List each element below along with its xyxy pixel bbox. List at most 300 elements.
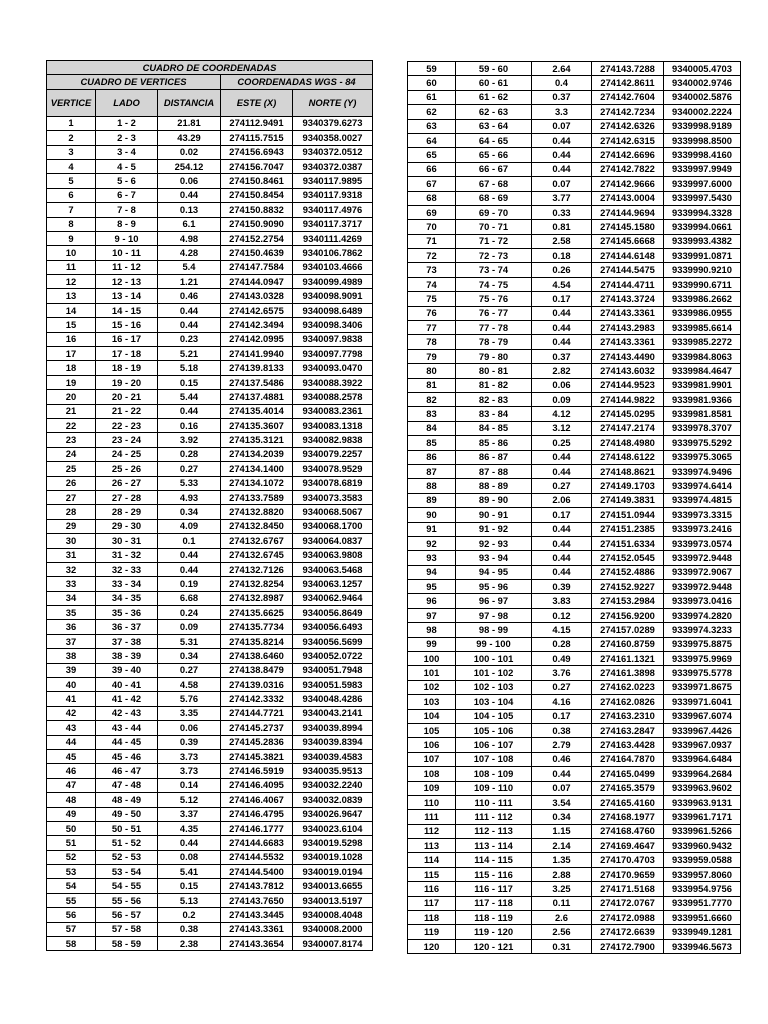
lado-cell: 72 - 73 [456,249,532,263]
lado-cell: 114 - 115 [456,853,532,867]
norte-cell: 9339967.4426 [664,723,741,737]
este-cell: 274143.2983 [592,321,664,335]
table-row [47,534,373,548]
este-cell: 274142.6696 [592,148,664,162]
lado-cell: 48 - 49 [96,793,158,807]
norte-cell: 9339994.0661 [664,220,741,234]
vertice-cell: 6 [47,188,96,202]
coordinates-table-left [46,60,373,951]
distancia-cell: 3.73 [158,749,221,763]
lado-cell: 4 - 5 [96,159,158,173]
este-cell: 274142.0995 [221,332,293,346]
col-header-este: ESTE (X) [221,89,293,116]
vertice-cell: 73 [408,263,456,277]
este-cell: 274144.6148 [592,249,664,263]
lado-cell: 116 - 117 [456,882,532,896]
norte-cell: 9340048.4286 [293,692,373,706]
este-cell: 274115.7515 [221,131,293,145]
lado-cell: 86 - 87 [456,450,532,464]
table-row [408,205,741,219]
vertice-cell: 2 [47,131,96,145]
lado-cell: 2 - 3 [96,131,158,145]
table-body-right [408,62,741,954]
norte-cell: 9339961.7171 [664,810,741,824]
distancia-cell: 2.14 [532,839,592,853]
distancia-cell: 0.12 [532,608,592,622]
este-cell: 274142.6575 [221,303,293,317]
este-cell: 274152.4886 [592,565,664,579]
este-cell: 274132.6767 [221,534,293,548]
lado-cell: 103 - 104 [456,695,532,709]
este-cell: 274152.0545 [592,551,664,565]
este-cell: 274141.9940 [221,347,293,361]
table-row [47,764,373,778]
distancia-cell: 0.44 [532,450,592,464]
lado-cell: 102 - 103 [456,680,532,694]
table-row [408,824,741,838]
distancia-cell: 5.41 [158,865,221,879]
lado-cell: 76 - 77 [456,306,532,320]
norte-cell: 9339973.2416 [664,522,741,536]
norte-cell: 9340082.9838 [293,433,373,447]
vertice-cell: 50 [47,821,96,835]
lado-cell: 19 - 20 [96,375,158,389]
table-row [47,462,373,476]
distancia-cell: 2.6 [532,911,592,925]
vertice-cell: 39 [47,663,96,677]
table-row [408,666,741,680]
distancia-cell: 0.46 [532,752,592,766]
distancia-cell: 0.23 [158,332,221,346]
norte-cell: 9339963.9602 [664,781,741,795]
vertice-cell: 48 [47,793,96,807]
lado-cell: 5 - 6 [96,174,158,188]
distancia-cell: 5.18 [158,361,221,375]
norte-cell: 9339998.4160 [664,148,741,162]
table-row [47,231,373,245]
table-row [47,678,373,692]
vertice-cell: 112 [408,824,456,838]
distancia-cell: 0.28 [532,637,592,651]
lado-cell: 45 - 46 [96,749,158,763]
norte-cell: 9340019.0194 [293,865,373,879]
distancia-cell: 0.1 [158,534,221,548]
lado-cell: 108 - 109 [456,767,532,781]
este-cell: 274169.4647 [592,839,664,853]
este-cell: 274150.4639 [221,246,293,260]
vertice-cell: 28 [47,505,96,519]
este-cell: 274142.7234 [592,105,664,119]
distancia-cell: 0.44 [532,321,592,335]
este-cell: 274143.7288 [592,62,664,76]
distancia-cell: 6.68 [158,591,221,605]
table-row [408,767,741,781]
lado-cell: 98 - 99 [456,623,532,637]
vertice-cell: 78 [408,335,456,349]
este-cell: 274171.5168 [592,882,664,896]
norte-cell: 9339984.4647 [664,364,741,378]
lado-cell: 77 - 78 [456,321,532,335]
vertice-cell: 118 [408,911,456,925]
table-row [47,706,373,720]
este-cell: 274148.8621 [592,464,664,478]
vertice-cell: 25 [47,462,96,476]
lado-cell: 78 - 79 [456,335,532,349]
vertice-cell: 18 [47,361,96,375]
este-cell: 274144.5400 [221,865,293,879]
norte-cell: 9340117.9318 [293,188,373,202]
distancia-cell: 0.27 [158,663,221,677]
norte-cell: 9340064.0837 [293,534,373,548]
este-cell: 274172.0988 [592,911,664,925]
table-row [408,882,741,896]
table-row [408,853,741,867]
este-cell: 274132.8254 [221,577,293,591]
este-cell: 274143.7812 [221,879,293,893]
table-row [408,364,741,378]
lado-cell: 43 - 44 [96,721,158,735]
table-row [408,522,741,536]
distancia-cell: 2.58 [532,234,592,248]
distancia-cell: 0.44 [158,318,221,332]
table-title: CUADRO DE COORDENADAS [47,61,373,75]
vertice-cell: 56 [47,908,96,922]
lado-cell: 15 - 16 [96,318,158,332]
vertice-cell: 65 [408,148,456,162]
lado-cell: 12 - 13 [96,275,158,289]
table-row [47,922,373,936]
norte-cell: 9339974.3233 [664,623,741,637]
norte-cell: 9339984.8063 [664,349,741,363]
distancia-cell: 0.39 [158,735,221,749]
distancia-cell: 0.44 [158,548,221,562]
vertice-cell: 51 [47,836,96,850]
este-cell: 274151.0944 [592,508,664,522]
lado-cell: 7 - 8 [96,203,158,217]
este-cell: 274144.0947 [221,275,293,289]
distancia-cell: 0.24 [158,606,221,620]
este-cell: 274172.0767 [592,896,664,910]
vertice-cell: 91 [408,522,456,536]
vertice-cell: 14 [47,303,96,317]
distancia-cell: 5.76 [158,692,221,706]
distancia-cell: 2.56 [532,925,592,939]
norte-cell: 9339951.7770 [664,896,741,910]
distancia-cell: 0.39 [532,580,592,594]
table-row [47,159,373,173]
table-row [47,375,373,389]
distancia-cell: 0.2 [158,908,221,922]
vertice-cell: 29 [47,519,96,533]
este-cell: 274145.2737 [221,721,293,735]
vertice-cell: 77 [408,321,456,335]
lado-cell: 27 - 28 [96,490,158,504]
table-row [47,116,373,130]
table-row [47,793,373,807]
lado-cell: 63 - 64 [456,119,532,133]
table-row [408,810,741,824]
este-cell: 274146.1777 [221,821,293,835]
table-row [408,680,741,694]
lado-cell: 85 - 86 [456,436,532,450]
lado-cell: 33 - 34 [96,577,158,591]
table-row [47,433,373,447]
norte-cell: 9339998.8500 [664,133,741,147]
distancia-cell: 0.4 [532,76,592,90]
distancia-cell: 0.44 [532,464,592,478]
table-row [408,795,741,809]
vertice-cell: 59 [408,62,456,76]
table-row [408,464,741,478]
lado-cell: 22 - 23 [96,418,158,432]
lado-cell: 113 - 114 [456,839,532,853]
lado-cell: 59 - 60 [456,62,532,76]
este-cell: 274135.6625 [221,606,293,620]
vertice-cell: 105 [408,723,456,737]
distancia-cell: 4.28 [158,246,221,260]
distancia-cell: 1.35 [532,853,592,867]
table-row [408,479,741,493]
este-cell: 274172.7900 [592,939,664,953]
norte-cell: 9339975.9969 [664,652,741,666]
este-cell: 274138.6460 [221,649,293,663]
norte-cell: 9340111.4269 [293,231,373,245]
vertice-cell: 22 [47,418,96,432]
table-row [47,390,373,404]
vertice-cell: 33 [47,577,96,591]
vertice-cell: 95 [408,580,456,594]
table-row [47,778,373,792]
vertice-cell: 43 [47,721,96,735]
table-row [408,493,741,507]
lado-cell: 28 - 29 [96,505,158,519]
table-row [47,548,373,562]
table-row [408,407,741,421]
lado-cell: 39 - 40 [96,663,158,677]
distancia-cell: 0.15 [158,375,221,389]
distancia-cell: 0.33 [532,205,592,219]
lado-cell: 29 - 30 [96,519,158,533]
norte-cell: 9339973.0416 [664,594,741,608]
norte-cell: 9340063.5468 [293,562,373,576]
este-cell: 274145.0295 [592,407,664,421]
este-cell: 274163.2310 [592,709,664,723]
norte-cell: 9340008.2000 [293,922,373,936]
norte-cell: 9340099.4989 [293,275,373,289]
norte-cell: 9339986.2662 [664,292,741,306]
lado-cell: 109 - 110 [456,781,532,795]
lado-cell: 8 - 9 [96,217,158,231]
norte-cell: 9339974.2820 [664,608,741,622]
lado-cell: 95 - 96 [456,580,532,594]
table-row [408,652,741,666]
lado-cell: 14 - 15 [96,303,158,317]
distancia-cell: 0.44 [532,767,592,781]
lado-cell: 55 - 56 [96,893,158,907]
este-cell: 274143.3361 [592,335,664,349]
distancia-cell: 5.13 [158,893,221,907]
este-cell: 274139.8133 [221,361,293,375]
distancia-cell: 3.54 [532,795,592,809]
este-cell: 274144.6683 [221,836,293,850]
norte-cell: 9340097.7798 [293,347,373,361]
norte-cell: 9339954.9756 [664,882,741,896]
distancia-cell: 0.31 [532,939,592,953]
este-cell: 274150.8461 [221,174,293,188]
distancia-cell: 0.16 [158,418,221,432]
table-row [47,721,373,735]
vertice-cell: 15 [47,318,96,332]
lado-cell: 42 - 43 [96,706,158,720]
norte-cell: 9339959.0588 [664,853,741,867]
lado-cell: 93 - 94 [456,551,532,565]
distancia-cell: 0.09 [532,392,592,406]
distancia-cell: 254.12 [158,159,221,173]
norte-cell: 9339975.3065 [664,450,741,464]
table-row [408,263,741,277]
vertice-cell: 114 [408,853,456,867]
lado-cell: 99 - 100 [456,637,532,651]
norte-cell: 9340032.0839 [293,793,373,807]
vertice-cell: 16 [47,332,96,346]
lado-cell: 111 - 112 [456,810,532,824]
vertice-cell: 44 [47,735,96,749]
lado-cell: 36 - 37 [96,620,158,634]
lado-cell: 51 - 52 [96,836,158,850]
norte-cell: 9340023.6104 [293,821,373,835]
lado-cell: 70 - 71 [456,220,532,234]
distancia-cell: 1.15 [532,824,592,838]
vertice-cell: 86 [408,450,456,464]
vertice-cell: 88 [408,479,456,493]
table-row [47,836,373,850]
vertice-cell: 19 [47,375,96,389]
lado-cell: 18 - 19 [96,361,158,375]
table-row [47,663,373,677]
table-row [408,637,741,651]
este-cell: 274144.9694 [592,205,664,219]
distancia-cell: 0.38 [158,922,221,936]
este-cell: 274143.3361 [221,922,293,936]
distancia-cell: 3.37 [158,807,221,821]
vertice-cell: 61 [408,90,456,104]
lado-cell: 66 - 67 [456,162,532,176]
vertice-cell: 32 [47,562,96,576]
vertice-cell: 101 [408,666,456,680]
distancia-cell: 0.06 [158,721,221,735]
table-row [47,361,373,375]
este-cell: 274165.0499 [592,767,664,781]
col-header-distancia: DISTANCIA [158,89,221,116]
table-row [408,335,741,349]
distancia-cell: 0.27 [532,680,592,694]
lado-cell: 94 - 95 [456,565,532,579]
norte-cell: 9339974.9496 [664,464,741,478]
lado-cell: 32 - 33 [96,562,158,576]
este-cell: 274165.4160 [592,795,664,809]
table-row [408,565,741,579]
distancia-cell: 5.44 [158,390,221,404]
vertice-cell: 27 [47,490,96,504]
este-cell: 274146.5919 [221,764,293,778]
vertice-cell: 111 [408,810,456,824]
table-row [408,709,741,723]
table-row [47,577,373,591]
table-row [47,404,373,418]
norte-cell: 9339994.3328 [664,205,741,219]
vertice-cell: 69 [408,205,456,219]
norte-cell: 9340117.3717 [293,217,373,231]
este-cell: 274148.4980 [592,436,664,450]
norte-cell: 9340002.2224 [664,105,741,119]
lado-cell: 1 - 2 [96,116,158,130]
este-cell: 274147.7584 [221,260,293,274]
vertice-cell: 46 [47,764,96,778]
este-cell: 274134.2039 [221,447,293,461]
norte-cell: 9339975.8875 [664,637,741,651]
distancia-cell: 0.06 [532,378,592,392]
col-header-lado: LADO [96,89,158,116]
table-row [408,162,741,176]
distancia-cell: 0.44 [532,162,592,176]
norte-cell: 9339975.5778 [664,666,741,680]
lado-cell: 25 - 26 [96,462,158,476]
norte-cell: 9339974.4815 [664,493,741,507]
distancia-cell: 0.44 [532,551,592,565]
este-cell: 274112.9491 [221,116,293,130]
este-cell: 274145.3821 [221,749,293,763]
lado-cell: 31 - 32 [96,548,158,562]
este-cell: 274168.1977 [592,810,664,824]
norte-cell: 9340039.4583 [293,749,373,763]
este-cell: 274142.7604 [592,90,664,104]
vertice-cell: 79 [408,349,456,363]
este-cell: 274134.1072 [221,476,293,490]
lado-cell: 37 - 38 [96,634,158,648]
vertice-cell: 20 [47,390,96,404]
distancia-cell: 4.16 [532,695,592,709]
vertice-cell: 76 [408,306,456,320]
vertice-cell: 53 [47,865,96,879]
distancia-cell: 0.02 [158,145,221,159]
lado-cell: 50 - 51 [96,821,158,835]
lado-cell: 90 - 91 [456,508,532,522]
este-cell: 274143.7650 [221,893,293,907]
norte-cell: 9339971.8675 [664,680,741,694]
vertice-cell: 3 [47,145,96,159]
este-cell: 274152.2754 [221,231,293,245]
lado-cell: 118 - 119 [456,911,532,925]
lado-cell: 104 - 105 [456,709,532,723]
lado-cell: 81 - 82 [456,378,532,392]
este-cell: 274143.4490 [592,349,664,363]
vertice-cell: 66 [408,162,456,176]
distancia-cell: 2.79 [532,738,592,752]
vertice-cell: 71 [408,234,456,248]
norte-cell: 9339957.8060 [664,867,741,881]
norte-cell: 9340073.3583 [293,490,373,504]
vertice-cell: 45 [47,749,96,763]
table-row [47,591,373,605]
lado-cell: 119 - 120 [456,925,532,939]
este-cell: 274161.3898 [592,666,664,680]
lado-cell: 52 - 53 [96,850,158,864]
lado-cell: 79 - 80 [456,349,532,363]
table-row [408,580,741,594]
norte-cell: 9340043.2141 [293,706,373,720]
este-cell: 274144.9822 [592,392,664,406]
table-row [47,807,373,821]
